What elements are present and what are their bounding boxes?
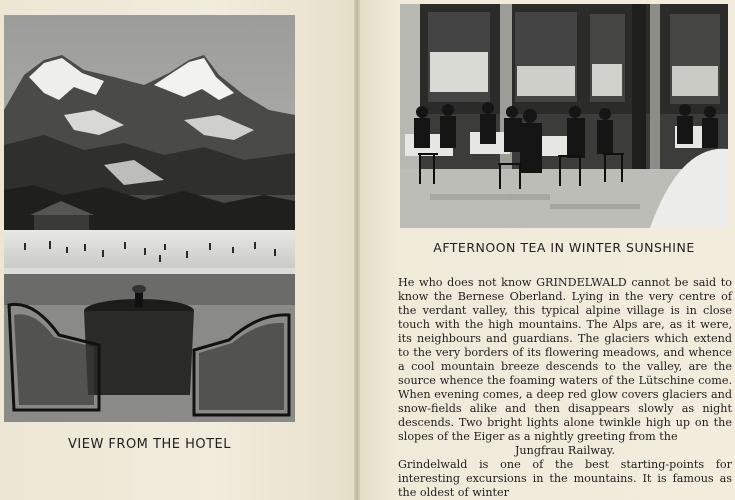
right-photo-caption: AFTERNOON TEA IN WINTER SUNSHINE	[433, 240, 695, 255]
afternoon-tea-photo	[400, 4, 728, 228]
mountain-view-photo	[4, 15, 295, 422]
paragraph-excursions: Grindelwald is one of the best starting-points for interesting excursions in the mountains. It is famous as the oldest of winter	[398, 458, 732, 499]
book-gutter	[354, 0, 360, 500]
paragraph-grindelwald-intro: He who does not know GRINDELWALD cannot be said to know the Bernese Oberland. Lying in the very centre of the verdant valley, this typical alpine village is in close touch with the high mountains. The Alps are, as it were, its neighbours and guardians. The glaciers which extend to the very borders of its flowering meadows, and whence a cool mountain breeze descends to the valley, are the source whence the foaming waters of the Lütschine come. When evening comes, a deep red glow covers glaciers and snow-fields alike and then disappears slowly as night descends. Two bright lights alone twinkle high up on the slopes of the Eiger as a nightly greeting from the	[398, 276, 732, 443]
left-photo-caption: VIEW FROM THE HOTEL	[68, 437, 231, 452]
paragraph-intro-ending: Jungfrau Railway.	[514, 444, 616, 457]
description-text	[398, 276, 732, 500]
